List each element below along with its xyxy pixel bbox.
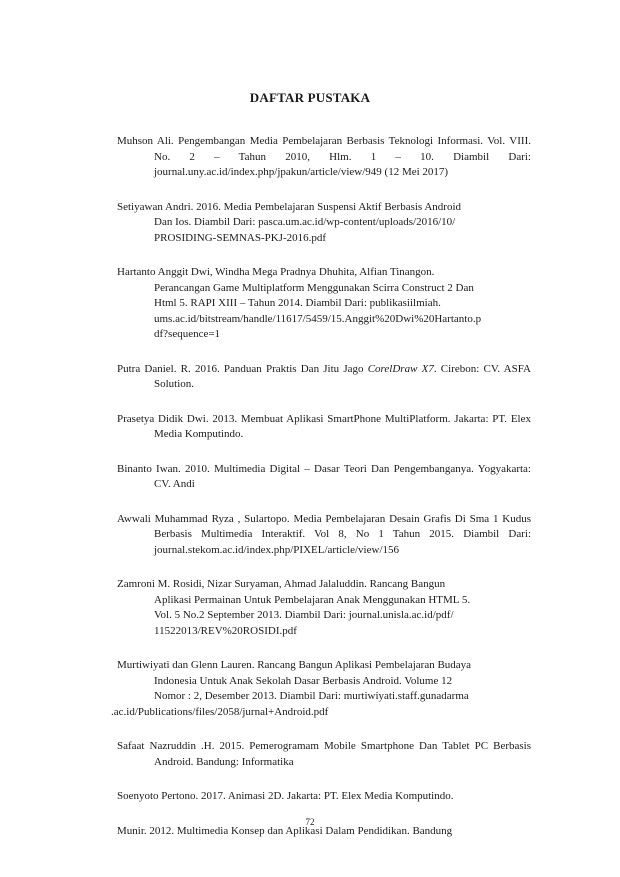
reference-line: Nomor : 2, Desember 2013. Diambil Dari: murtiwiyati.staff.gunadarma: [154, 690, 469, 702]
reference-entry: [111, 658, 531, 720]
reference-entry: Munir. 2012. Multimedia Konsep dan Aplikasi Dalam Pendidikan. Bandung: [117, 824, 453, 837]
page-title: DAFTAR PUSTAKA: [249, 90, 371, 105]
reference-line: Zamroni M. Rosidi, Nizar Suryaman, Ahmad Jalaluddin. Rancang Bangun: [117, 578, 446, 590]
reference-entry: Soenyoto Pertono. 2017. Animasi 2D. Jakarta: PT. Elex Media Komputindo.: [117, 790, 454, 802]
reference-entry: Binanto Iwan. 2010. Multimedia Digital – Dasar Teori Dan Pengembanganya. Yogyakarta: CV. Andi: [117, 462, 531, 490]
reference-line: Indonesia Untuk Anak Sekolah Dasar Berbasis Android. Volume 12: [154, 674, 453, 687]
reference-line: ums.ac.id/bitstream/handle/11617/5459/15.Anggit%20Dwi%20Hartanto.p: [154, 312, 482, 325]
reference-italic-title: CorelDraw X7: [367, 362, 434, 375]
reference-line: PROSIDING-SEMNAS-PKJ-2016.pdf: [154, 231, 327, 244]
reference-line: 11522013/REV%20ROSIDI.pdf: [154, 624, 297, 637]
reference-entry: Awwali Muhammad Ryza , Sulartopo. Media Pembelajaran Desain Grafis Di Sma 1 Kudus Berbasis Multimedia Interaktif. Vol 8, No 1 Tahun 2015. Diambil Dari: journal.stekom.ac.id/index.php/PIXEL/article/view/156: [117, 512, 531, 556]
reference-list: [111, 134, 531, 858]
reference-line: df?sequence=1: [154, 328, 221, 340]
reference-entry: Safaat Nazruddin .H. 2015. Pemerogramam Mobile Smartphone Dan Tablet PC Berbasis Android. Bandung: Informatika: [117, 740, 531, 768]
reference-line: Perancangan Game Multiplatform Menggunakan Scirra Construct 2 Dan: [154, 281, 474, 294]
reference-entry: [117, 200, 531, 247]
reference-line: Vol. 5 No.2 September 2013. Diambil Dari: journal.unisla.ac.id/pdf/: [154, 609, 454, 621]
reference-line: Dan Ios. Diambil Dari: pasca.um.ac.id/wp-content/uploads/2016/10/: [154, 216, 456, 228]
reference-line: Hartanto Anggit Dwi, Windha Mega Pradnya Dhuhita, Alfian Tinangon.: [117, 266, 435, 278]
reference-entry: [117, 362, 531, 393]
reference-entry: Muhson Ali. Pengembangan Media Pembelajaran Berbasis Teknologi Informasi. Vol. VIII. No. 2 – Tahun 2010, Hlm. 1 – 10. Diambil Dari: journal.uny.ac.id/index.php/jpakun/article/view/949 (12 Mei 2017): [117, 135, 531, 178]
page-number: 72: [305, 817, 315, 827]
reference-entry: Prasetya Didik Dwi. 2013. Membuat Aplikasi SmartPhone MultiPlatform. Jakarta: PT. Elex Media Komputindo.: [117, 412, 531, 440]
reference-entry: [117, 265, 531, 343]
reference-text: Putra Daniel. R. 2016. Panduan Praktis Dan Jitu Jago: [117, 362, 368, 375]
reference-line: Setiyawan Andri. 2016. Media Pembelajaran Suspensi Aktif Berbasis Android: [117, 200, 462, 213]
reference-line: Html 5. RAPI XIII – Tahun 2014. Diambil Dari: publikasiilmiah.: [154, 297, 441, 309]
reference-line: Murtiwiyati dan Glenn Lauren. Rancang Bangun Aplikasi Pembelajaran Budaya: [117, 659, 472, 671]
reference-line: Aplikasi Permainan Untuk Pembelajaran Anak Menggunakan HTML 5.: [154, 593, 471, 606]
reference-line: .ac.id/Publications/files/2058/jurnal+Android.pdf: [111, 705, 329, 718]
reference-entry: [117, 577, 531, 639]
reference-text: . Cirebon: CV. ASFA Solution.: [154, 362, 531, 390]
